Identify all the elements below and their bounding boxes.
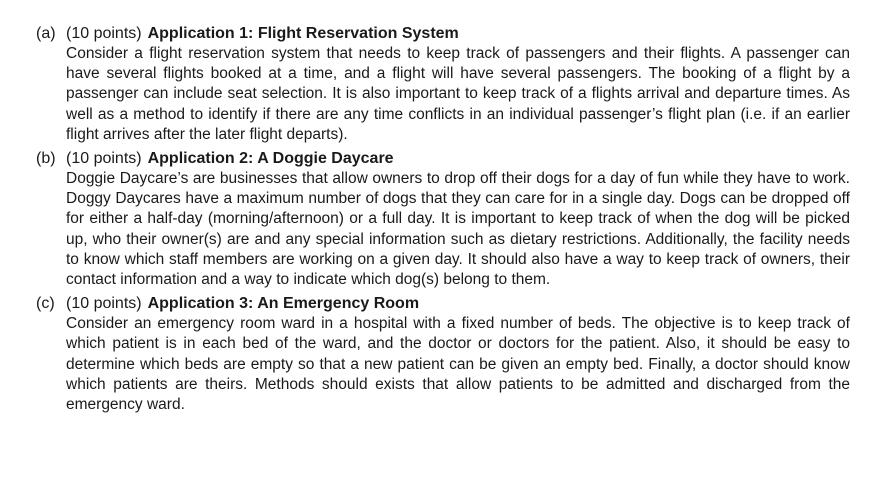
problem-c xyxy=(36,294,850,415)
problem-letter: (b) xyxy=(36,150,56,168)
problem-heading xyxy=(36,24,850,44)
problem-points: (10 points) xyxy=(66,150,142,168)
problem-heading xyxy=(36,149,850,169)
problem-heading xyxy=(36,294,850,314)
problem-b xyxy=(36,149,850,290)
problem-points: (10 points) xyxy=(66,295,142,313)
problem-title: Application 3: An Emergency Room xyxy=(147,295,420,313)
problem-title: Application 1: Flight Reservation System xyxy=(147,25,459,42)
problem-points: (10 points) xyxy=(66,25,142,42)
problem-description: Doggie Daycare’s are businesses that allow owners to drop off their dogs for a day of fun while they have to work. Doggy Daycares have a maximum number of dogs that they can care for in a single day. Dogs can be dropped off for either a half-day (morning/afternoon) or a full day. It is important to keep track of when the dog will be picked up, who their owner(s) are and any special information such as dietary restrictions. Additionally, the facility needs to know which staff members are working on a given day. It should also have a way to keep track of owners, their contact information and a way to indicate which dog(s) belong to them. xyxy=(66,170,850,289)
problem-letter: (c) xyxy=(36,295,55,313)
problem-description: Consider an emergency room ward in a hospital with a fixed number of beds. The objective is to keep track of which patient is in each bed of the ward, and the doctor or doctors for the patient. Also, it should be easy to determine which beds are empty so that a new patient can be given an empty bed. Finally, a doctor should know which patients are theirs. Methods should exists that allow patients to be admitted and discharged from the emergency ward. xyxy=(66,315,850,414)
problem-description: Consider a flight reservation system that needs to keep track of passengers and their flights. A passenger can have several flights booked at a time, and a flight will have several passengers. The booking of a flight by a passenger can include seat selection. It is also important to keep track of a flights arrival and departure times. As well as a method to identify if there are any time conflicts in an individual passenger’s flight plan (i.e. if an earlier flight arrives after the later flight departs). xyxy=(66,45,850,143)
problem-title: Application 2: A Doggie Daycare xyxy=(147,150,394,168)
problem-letter: (a) xyxy=(36,25,56,42)
problem-a xyxy=(36,24,850,145)
